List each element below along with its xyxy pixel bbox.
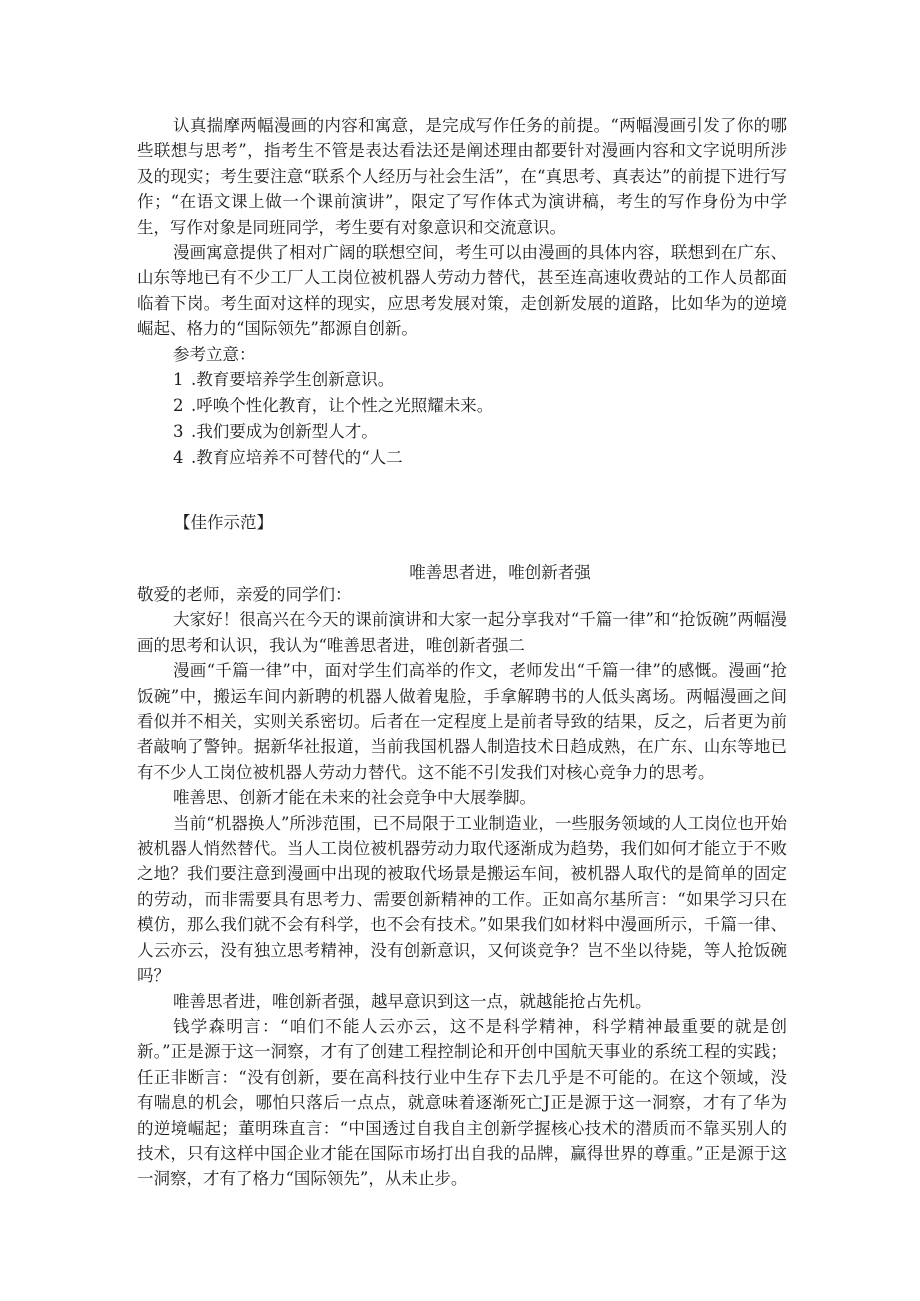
reference-heading: 参考立意： (173, 344, 256, 364)
reference-item-number: 4 (173, 448, 184, 468)
essay-salutation: 敬爱的老师，亲爱的同学们： (137, 585, 352, 604)
essay-title: 唯善思者进，唯创新者强 (409, 563, 591, 582)
essay-paragraph: 唯善思、创新才能在未来的社会竞争中大展拳脚。 (173, 788, 536, 808)
analysis-paragraph: 认真揣摩两幅漫画的内容和寓意，是完成写作任务的前提。“两幅漫画引发了你的哪些联想与思考”，指考生不管是表达看法还是阐述理由都要针对漫画内容和文字说明所涉及的现实；考生要注意“联系个人经历与社会生活”，在“真思考、真表达”的前提下进行写作；“在语文课上做一个课前演讲”，限定了写作体式为演讲稿，考生的写作身份为中学生，写作对象是同班同学，考生要有对象意识和交流意识。 (137, 116, 787, 237)
analysis-paragraph: 漫画寓意提供了相对广阔的联想空间，考生可以由漫画的具体内容，联想到在广东、山东等地已有不少工厂人工岗位被机器人劳动力替代，甚至连高速收费站的工作人员都面临着下岗。考生面对这样的现实，应思考发展对策，走创新发展的道路，比如华为的逆境崛起、格力的“国际领先”都源自创新。 (137, 243, 787, 339)
reference-item-number: 2 (173, 396, 184, 416)
essay-body (137, 582, 787, 1192)
essay-paragraph: 大家好！很高兴在今天的课前演讲和大家一起分享我对“千篇一律”和“抢饭碗”两幅漫画的思考和认识，我认为“唯善思者进，唯创新者强二 (137, 610, 787, 655)
reference-item-number: 1 (173, 370, 184, 390)
sample-heading: 【佳作示范】 (174, 513, 273, 532)
reference-item (137, 419, 787, 445)
reference-item-text: .我们要成为创新型人才。 (191, 422, 378, 442)
essay-paragraph: 唯善思者进，唯创新者强，越早意识到这一点，就越能抢占先机。 (173, 991, 652, 1011)
reference-item-text: .呼唤个性化教育，让个性之光照耀未来。 (191, 396, 494, 416)
reference-item-number: 3 (173, 422, 184, 442)
reference-item-text: .教育要培养学生创新意识。 (191, 370, 395, 390)
reference-item (137, 445, 787, 471)
reference-item (137, 393, 787, 419)
reference-item (137, 367, 787, 393)
essay-paragraph: 当前“机器换人”所涉范围，已不局限于工业制造业，一些服务领域的人工岗位也开始被机器人悄然替代。当人工岗位被机器劳动力取代逐渐成为趋势，我们如何才能立于不败之地？我们要注意到漫画中出现的被取代场景是搬运车间，被机器人取代的是简单的固定的劳动，而非需要具有思考力、需要创新精神的工作。正如高尔基所言：“如果学习只在模仿，那么我们就不会有科学，也不会有技术。”如果我们如材料中漫画所示，千篇一律、人云亦云，没有独立思考精神，没有创新意识，又何谈竞争？岂不坐以待毙，等人抢饭碗吗？ (137, 813, 787, 986)
essay-paragraph: 漫画“千篇一律”中，面对学生们高举的作文，老师发出“千篇一律”的感慨。漫画“抢饭碗”中，搬运车间内新聘的机器人做着鬼脸，手拿解聘书的人低头离场。两幅漫画之间看似并不相关，实则关系密切。后者在一定程度上是前者导致的结果，反之，后者更为前者敲响了警钟。据新华社报道，当前我国机器人制造技术日趋成熟，在广东、山东等地已有不少人工岗位被机器人劳动力替代。这不能不引发我们对核心竞争力的思考。 (137, 661, 787, 782)
essay-paragraph: 钱学森明言：“咱们不能人云亦云，这不是科学精神，科学精神最重要的就是创新。”正是源于这一洞察，才有了创建工程控制论和开创中国航天事业的系统工程的实践；任正非断言：“没有创新，要在高科技行业中生存下去几乎是不可能的。在这个领域，没有喘息的机会，哪怕只落后一点点，就意味着逐渐死亡J正是源于这一洞察，才有了华为的逆境崛起；董明珠直言：“中国透过自我自主创新学握核心技术的潜质而不靠买别人的技术，只有这样中国企业才能在国际市场打出自我的品牌，赢得世界的尊重。”正是源于这一洞察，才有了格力“国际领先”，从未止步。 (137, 1016, 787, 1189)
reference-item-text: .教育应培养不可替代的“人二 (191, 448, 403, 468)
analysis-section (137, 113, 787, 471)
